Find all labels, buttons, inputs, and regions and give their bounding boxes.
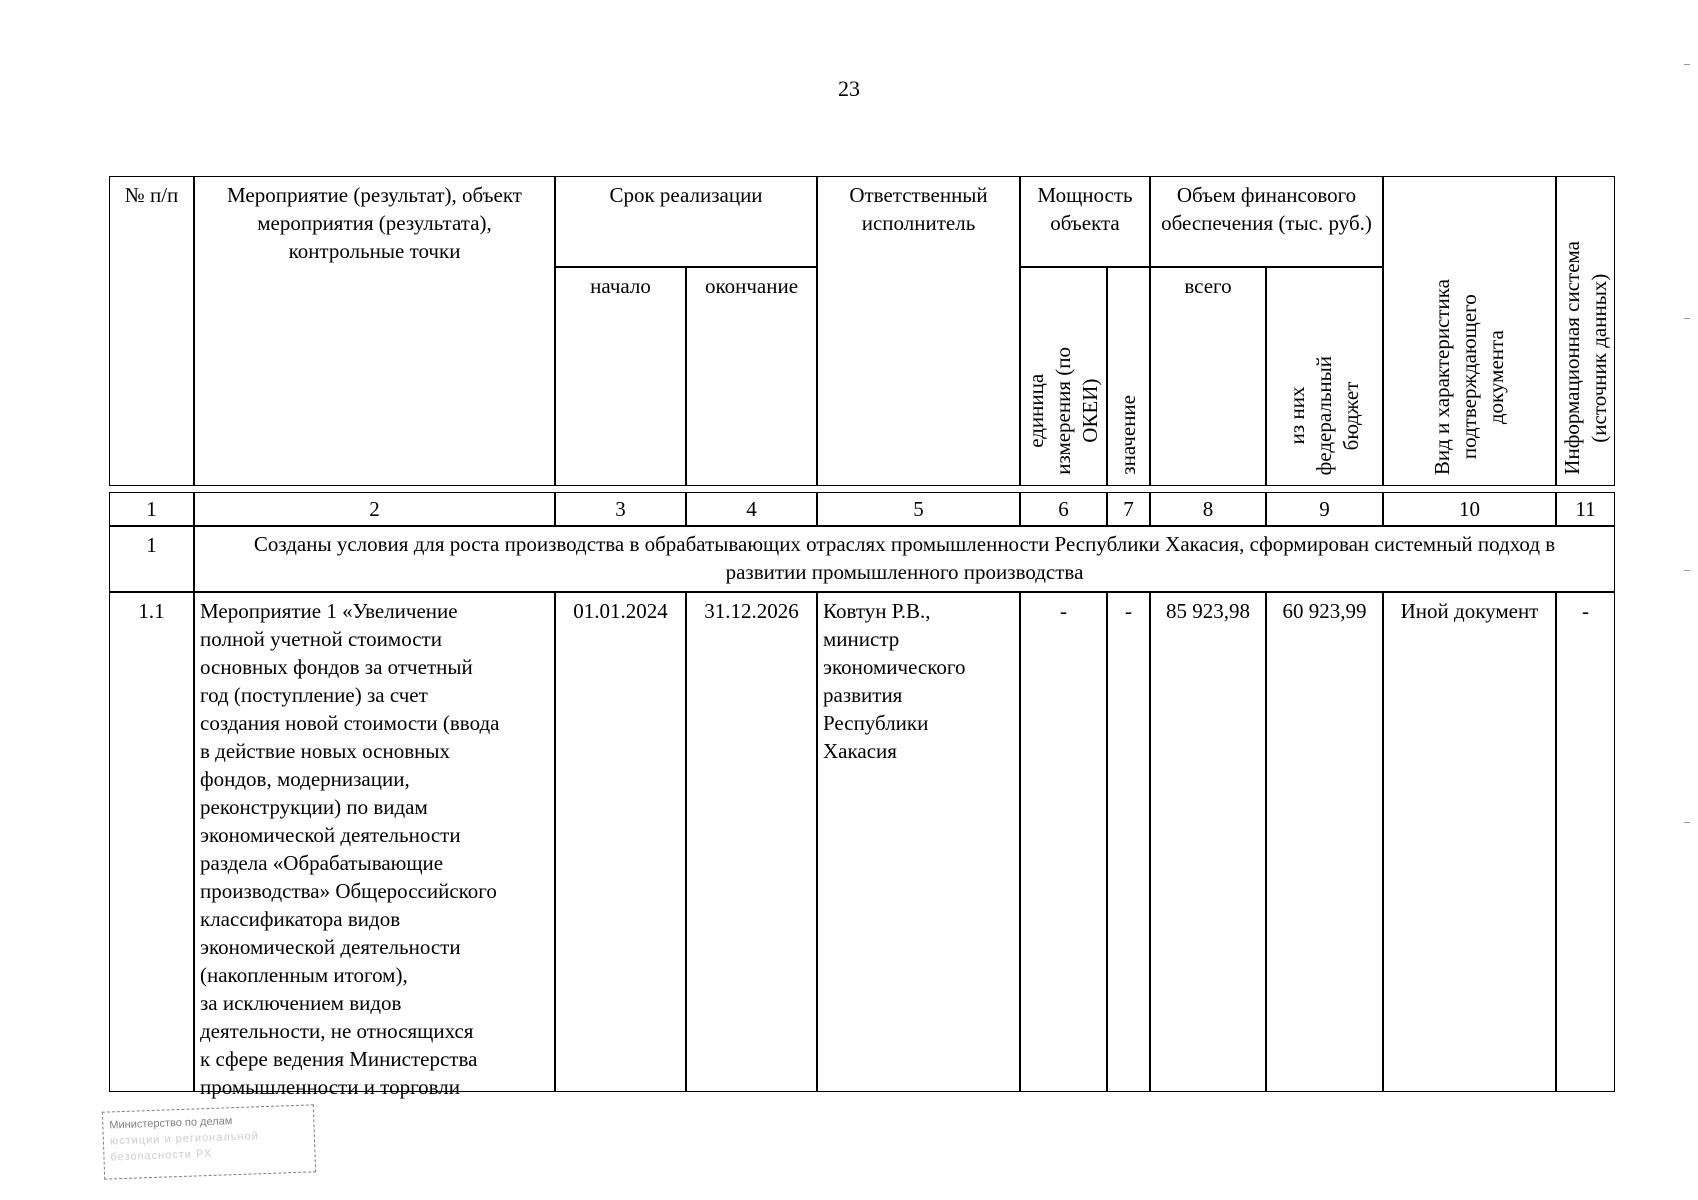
colnum-8: 8 <box>1150 492 1266 526</box>
edge-mark <box>1684 318 1690 319</box>
row-number: 1.1 <box>109 592 194 1092</box>
header-value-text: значение <box>1116 395 1140 475</box>
colnum-9: 9 <box>1266 492 1383 526</box>
stamp-line-2: юстиции и региональной <box>109 1130 260 1148</box>
measures-table <box>109 176 1611 1099</box>
header-end: окончание <box>686 267 817 486</box>
header-federal <box>1266 267 1383 486</box>
colnum-1: 1 <box>109 492 194 526</box>
header-activity: Мероприятие (результат), объект мероприятия (результата), контрольные точки <box>194 176 555 486</box>
header-document-text: Вид и характеристика подтверждающего документа <box>1430 278 1508 475</box>
header-unit-text: единица измерения (по ОКЕИ) <box>1024 347 1102 475</box>
stamp-line-1: Министерство по делам <box>109 1115 233 1132</box>
header-start: начало <box>555 267 686 486</box>
edge-mark <box>1684 64 1690 65</box>
header-capacity-group: Мощность объекта <box>1020 176 1150 267</box>
colnum-11: 11 <box>1556 492 1615 526</box>
colnum-5: 5 <box>817 492 1020 526</box>
header-total: всего <box>1150 267 1266 486</box>
row-responsible: Ковтун Р.В., министр экономического развития Республики Хакасия <box>817 592 1020 1092</box>
edge-mark <box>1684 822 1690 823</box>
ministry-stamp <box>102 1104 316 1179</box>
colnum-7: 7 <box>1107 492 1150 526</box>
header-document <box>1383 176 1556 486</box>
section-number: 1 <box>109 526 194 592</box>
row-unit: - <box>1020 592 1107 1092</box>
header-unit <box>1020 267 1107 486</box>
header-responsible: Ответственный исполнитель <box>817 176 1020 486</box>
colnum-2: 2 <box>194 492 555 526</box>
colnum-4: 4 <box>686 492 817 526</box>
row-end-date: 31.12.2026 <box>686 592 817 1092</box>
colnum-10: 10 <box>1383 492 1556 526</box>
colnum-6: 6 <box>1020 492 1107 526</box>
header-term-group: Срок реализации <box>555 176 817 267</box>
header-federal-text: из них федеральный бюджет <box>1285 355 1363 475</box>
row-federal: 60 923,99 <box>1266 592 1383 1092</box>
row-start-date: 01.01.2024 <box>555 592 686 1092</box>
edge-mark <box>1684 570 1690 571</box>
row-value: - <box>1107 592 1150 1092</box>
row-document: Иной документ <box>1383 592 1556 1092</box>
row-activity: Мероприятие 1 «Увеличение полной учетной стоимости основных фондов за отчетный год (поступление) за счет создания новой стоимости (ввода в действие новых основных фондов, модернизации, реконструкции) по видам экономической деятельности раздела «Обрабатывающие производства» Общероссийского классификатора видов экономической деятельности (накопленным итогом), за исключением видов деятельности, не относящихся к сфере ведения Министерства промышленности и торговли <box>194 592 555 1092</box>
header-info-system-text: Информационная система (источник данных) <box>1559 241 1611 475</box>
page-number: 23 <box>838 76 860 101</box>
header-finance-group: Объем финансового обеспечения (тыс. руб.) <box>1150 176 1383 267</box>
header-value <box>1107 267 1150 486</box>
colnum-3: 3 <box>555 492 686 526</box>
stamp-line-3: безопасности РХ <box>110 1147 213 1164</box>
row-info-system: - <box>1556 592 1615 1092</box>
row-total: 85 923,98 <box>1150 592 1266 1092</box>
header-number: № п/п <box>109 176 194 486</box>
header-info-system <box>1556 176 1615 486</box>
section-title: Созданы условия для роста производства в обрабатывающих отраслях промышленности Республики Хакасия, сформирован системный подход в развитии промышленного производства <box>194 526 1615 592</box>
